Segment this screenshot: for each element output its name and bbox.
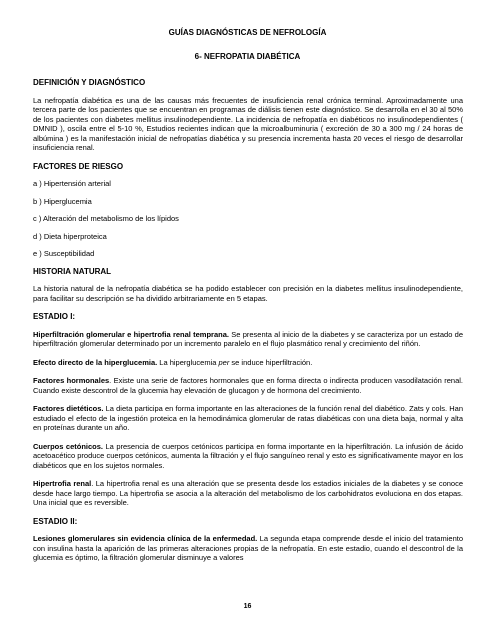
section-heading-definicion: DEFINICIÓN Y DIAGNÓSTICO <box>33 78 146 87</box>
paragraph-factores-dieteticos <box>33 404 463 433</box>
term-cuerpos-cetonicos: Cuerpos cetónicos. <box>33 441 104 451</box>
list-item: b ) Hiperglucemia <box>33 196 92 206</box>
term-hiperfiltracion: Hiperfiltración glomerular e hipertrofia renal temprana. <box>33 329 229 339</box>
paragraph-text: se induce hiperfiltración. <box>229 357 313 367</box>
term-hipertrofia-renal: Hipertrofia renal <box>33 479 92 488</box>
term-factores-dieteticos: Factores dietéticos. <box>33 404 104 413</box>
document-header-title: GUÍAS DIAGNÓSTICAS DE NEFROLOGÍA <box>168 28 327 37</box>
paragraph-text: . La hipertrofia renal es una alteración que se presenta desde los estadios iniciales de la diabetes y se conoce desde hace largo tiempo. La hipertrofia se asocia a la alteración del metabolismo de los carbohidratos evoluciona en dos etapas. Una inicial que es reversible. <box>33 479 463 507</box>
paragraph-hiperfiltracion <box>33 330 463 349</box>
paragraph-text: La dieta participa en forma importante en las alteraciones de la función renal del diabético. Zats y cols. Han estudiado el efecto de la ingestión proteica en la hemodinámica glomerular de ratas diabéticas con una dieta baja, normal y alta en proteínas durante un año. <box>33 404 463 432</box>
list-item: c ) Alteración del metabolismo de los lípidos <box>33 214 179 223</box>
paragraph-text: La segunda etapa comprende desde el inicio del tratamiento con insulina hasta la aparición de las primeras alteraciones propias de la nefropatía. En este estadio, cuando el descontrol de la glucemia es óptimo, la filtración glomerular disminuye a valores <box>33 534 463 562</box>
paragraph-definicion: La nefropatía diabética es una de las causas más frecuentes de insuficiencia renal crónica terminal. Aproximadamente una tercera parte de los pacientes que se encuentran en programas de diálisis tienen este diagnóstico. Se desarrolla en el 30 al 50% de los pacientes con diabetes mellitus insulinodependiente. La incidencia de nefropatía en diabéticos no insulinodependientes ( DMNID ), oscila entre el 5-10 %, Estudios recientes indican que la microalbuminuria ( excreción de 30 a 300 mg / 24 horas de albúmina ) es la manifestación inicial de nefropatías diabética y su presencia incrementa hasta 20 veces el riesgo de desarrollar insuficiencia renal. <box>33 95 463 152</box>
section-heading-factores: FACTORES DE RIESGO <box>33 161 124 171</box>
paragraph-cuerpos-cetonicos <box>33 442 463 471</box>
paragraph-text: . Existe una serie de factores hormonales que en forma directa o indirecta producen vasodilatación renal. Cuando existe descontrol de la glucemia hay elevación de glucagon y de hormona del crecimiento. <box>33 376 463 395</box>
term-efecto-directo: Efecto directo de la hiperglucemia. <box>33 357 158 367</box>
paragraph-text: La hiperglucemia <box>157 357 219 367</box>
document-body <box>33 70 463 572</box>
section-heading-estadio-1: ESTADIO I: <box>33 312 76 321</box>
list-item: e ) Susceptibilidad <box>33 249 95 258</box>
paragraph-lesiones-glomerulares <box>33 534 463 563</box>
paragraph-text: Se presenta al inicio de la diabetes y se caracteriza por un estado de hiperfiltración glomerular determinado por un incremento paralelo en el flujo plasmático renal y crecimiento del riñón. <box>33 329 463 348</box>
term-factores-hormonales: Factores hormonales <box>33 376 110 385</box>
section-heading-estadio-2: ESTADIO II: <box>33 516 78 526</box>
paragraph-efecto-directo <box>33 358 463 368</box>
section-heading-historia: HISTORIA NATURAL <box>33 266 112 276</box>
paragraph-historia: La historia natural de la nefropatía diabética se ha podido establecer con precisión en la diabetes mellitus insulinodependiente, para facilitar su descripción se ha dividido arbitrariamente en 5 etapas. <box>33 284 463 303</box>
chapter-title: 6- NEFROPATIA DIABÉTICA <box>194 52 301 61</box>
page-number: 16 <box>243 603 252 610</box>
italic-term: per <box>218 357 230 367</box>
list-item: d ) Dieta hiperproteica <box>33 231 107 241</box>
paragraph-hipertrofia-renal <box>33 479 463 508</box>
term-lesiones-glomerulares: Lesiones glomerulares sin evidencia clínica de la enfermedad. <box>33 534 258 543</box>
paragraph-factores-hormonales <box>33 376 463 395</box>
paragraph-text: La presencia de cuerpos cetónicos participa en forma importante en la hiperfiltración. La infusión de ácido acetoacético produce cuerpos cetónicos, aumenta la filtración y el flujo sanguíneo renal y esto es significativamente mayor en los diabéticos que en los sujetos normales. <box>33 441 463 470</box>
list-item: a ) Hipertensión arterial <box>33 179 111 188</box>
